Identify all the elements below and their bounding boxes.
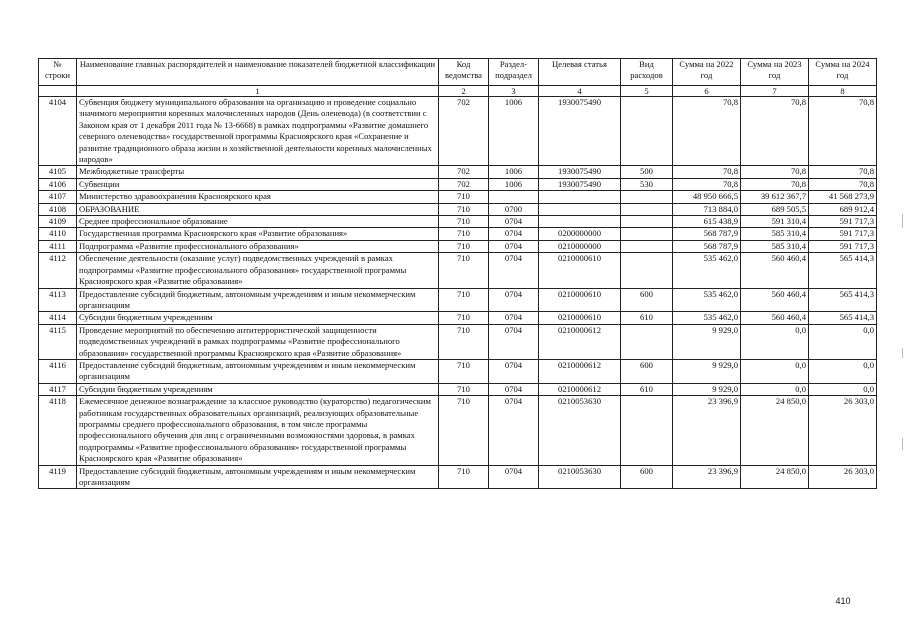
col-number: 5 <box>621 86 673 97</box>
table-row <box>39 97 877 166</box>
dept-code: 710 <box>439 216 489 228</box>
sum-2023: 70,8 <box>741 178 809 190</box>
col-number: 2 <box>439 86 489 97</box>
sum-2024: 689 912,4 <box>809 203 877 215</box>
table-row <box>39 383 877 395</box>
row-name: Государственная программа Красноярского края «Развитие образования» <box>77 228 439 240</box>
sum-2024: 591 717,3 <box>809 216 877 228</box>
sum-2023: 0,0 <box>741 383 809 395</box>
target-article: 0210000610 <box>539 312 621 324</box>
sum-2024: 565 414,3 <box>809 253 877 288</box>
target-article <box>539 216 621 228</box>
dept-code: 710 <box>439 359 489 383</box>
row-number: 4105 <box>39 166 77 178</box>
sum-2024: 26 303,0 <box>809 396 877 465</box>
header-sum-2022: Сумма на 2022 год <box>673 59 741 86</box>
header-sum-2023: Сумма на 2023 год <box>741 59 809 86</box>
dept-code: 702 <box>439 166 489 178</box>
sum-2023: 591 310,4 <box>741 216 809 228</box>
sum-2022: 23 396,9 <box>673 396 741 465</box>
budget-table <box>38 58 877 489</box>
header-section: Раздел-подраздел <box>489 59 539 86</box>
row-name: Субсидии бюджетным учреждениям <box>77 383 439 395</box>
row-number: 4115 <box>39 324 77 359</box>
table-row <box>39 216 877 228</box>
row-name: ОБРАЗОВАНИЕ <box>77 203 439 215</box>
sum-2024: 591 717,3 <box>809 228 877 240</box>
row-number: 4104 <box>39 97 77 166</box>
sum-2024: 70,8 <box>809 97 877 166</box>
sum-2022: 9 929,0 <box>673 324 741 359</box>
table-row <box>39 359 877 383</box>
section-code: 0704 <box>489 253 539 288</box>
expense-type <box>621 324 673 359</box>
sum-2022: 23 396,9 <box>673 465 741 489</box>
sum-2024: 0,0 <box>809 324 877 359</box>
table-row <box>39 288 877 312</box>
table-row <box>39 396 877 465</box>
row-number: 4114 <box>39 312 77 324</box>
sum-2022: 70,8 <box>673 178 741 190</box>
sum-2022: 535 462,0 <box>673 288 741 312</box>
scan-edge-mark <box>902 348 903 358</box>
target-article: 0200000000 <box>539 228 621 240</box>
row-name: Предоставление субсидий бюджетным, автономным учреждениям и иным некоммерческим организациям <box>77 465 439 489</box>
expense-type <box>621 216 673 228</box>
col-number: 1 <box>77 86 439 97</box>
expense-type <box>621 191 673 203</box>
column-number-row <box>39 86 877 97</box>
header-sum-2024: Сумма на 2024 год <box>809 59 877 86</box>
page-number: 410 <box>835 596 851 606</box>
dept-code: 710 <box>439 465 489 489</box>
row-name: Предоставление субсидий бюджетным, автономным учреждениям и иным некоммерческим организациям <box>77 288 439 312</box>
row-name: Предоставление субсидий бюджетным, автономным учреждениям и иным некоммерческим организациям <box>77 359 439 383</box>
expense-type: 610 <box>621 383 673 395</box>
row-number: 4108 <box>39 203 77 215</box>
sum-2023: 0,0 <box>741 324 809 359</box>
col-number: 6 <box>673 86 741 97</box>
section-code: 0704 <box>489 396 539 465</box>
row-number: 4110 <box>39 228 77 240</box>
sum-2022: 535 462,0 <box>673 312 741 324</box>
dept-code: 710 <box>439 228 489 240</box>
dept-code: 710 <box>439 312 489 324</box>
row-number: 4109 <box>39 216 77 228</box>
table-row <box>39 203 877 215</box>
table-row <box>39 178 877 190</box>
section-code: 0704 <box>489 240 539 252</box>
dept-code: 710 <box>439 253 489 288</box>
sum-2023: 70,8 <box>741 166 809 178</box>
header-row-no: № строки <box>39 59 77 86</box>
table-body <box>39 97 877 489</box>
section-code: 0704 <box>489 465 539 489</box>
dept-code: 710 <box>439 324 489 359</box>
target-article <box>539 191 621 203</box>
header-dept: Код ведомства <box>439 59 489 86</box>
target-article <box>539 203 621 215</box>
sum-2022: 9 929,0 <box>673 383 741 395</box>
col-number: 7 <box>741 86 809 97</box>
header-name: Наименование главных распорядителей и наименование показателей бюджетной классификации <box>77 59 439 86</box>
section-code: 0704 <box>489 288 539 312</box>
row-number: 4106 <box>39 178 77 190</box>
section-code: 1006 <box>489 166 539 178</box>
target-article: 0210000612 <box>539 383 621 395</box>
table-row <box>39 324 877 359</box>
row-name: Подпрограмма «Развитие профессионального образования» <box>77 240 439 252</box>
table-row <box>39 228 877 240</box>
table-row <box>39 465 877 489</box>
sum-2024: 0,0 <box>809 359 877 383</box>
section-code <box>489 191 539 203</box>
target-article: 0210053630 <box>539 465 621 489</box>
scan-edge-mark <box>902 214 903 228</box>
header-row <box>39 59 877 86</box>
row-name: Министерство здравоохранения Красноярского края <box>77 191 439 203</box>
row-number: 4119 <box>39 465 77 489</box>
dept-code: 710 <box>439 288 489 312</box>
sum-2022: 48 950 666,5 <box>673 191 741 203</box>
dept-code: 702 <box>439 97 489 166</box>
section-code: 0704 <box>489 359 539 383</box>
target-article: 1930075490 <box>539 97 621 166</box>
sum-2022: 615 438,9 <box>673 216 741 228</box>
sum-2022: 568 787,9 <box>673 240 741 252</box>
row-number: 4111 <box>39 240 77 252</box>
sum-2023: 560 460,4 <box>741 312 809 324</box>
dept-code: 702 <box>439 178 489 190</box>
target-article: 0210000610 <box>539 288 621 312</box>
target-article: 0210053630 <box>539 396 621 465</box>
expense-type: 500 <box>621 166 673 178</box>
col-number: 3 <box>489 86 539 97</box>
row-name: Среднее профессиональное образование <box>77 216 439 228</box>
expense-type: 610 <box>621 312 673 324</box>
target-article: 0210000612 <box>539 324 621 359</box>
row-number: 4116 <box>39 359 77 383</box>
row-number: 4107 <box>39 191 77 203</box>
sum-2022: 70,8 <box>673 97 741 166</box>
section-code: 0704 <box>489 324 539 359</box>
sum-2024: 26 303,0 <box>809 465 877 489</box>
sum-2022: 713 884,0 <box>673 203 741 215</box>
sum-2024: 565 414,3 <box>809 288 877 312</box>
sum-2024: 70,8 <box>809 166 877 178</box>
target-article: 0210000000 <box>539 240 621 252</box>
sum-2024: 591 717,3 <box>809 240 877 252</box>
scan-edge-mark <box>902 438 903 450</box>
sum-2023: 70,8 <box>741 97 809 166</box>
header-target: Целевая статья <box>539 59 621 86</box>
sum-2024: 565 414,3 <box>809 312 877 324</box>
sum-2023: 0,0 <box>741 359 809 383</box>
sum-2024: 41 568 273,9 <box>809 191 877 203</box>
target-article: 0210000612 <box>539 359 621 383</box>
target-article: 1930075490 <box>539 166 621 178</box>
row-number: 4117 <box>39 383 77 395</box>
section-code: 1006 <box>489 97 539 166</box>
target-article: 0210000610 <box>539 253 621 288</box>
expense-type: 530 <box>621 178 673 190</box>
expense-type: 600 <box>621 359 673 383</box>
sum-2022: 535 462,0 <box>673 253 741 288</box>
sum-2023: 560 460,4 <box>741 253 809 288</box>
sum-2022: 70,8 <box>673 166 741 178</box>
sum-2024: 0,0 <box>809 383 877 395</box>
row-name: Межбюджетные трансферты <box>77 166 439 178</box>
expense-type <box>621 228 673 240</box>
table-row <box>39 191 877 203</box>
expense-type <box>621 253 673 288</box>
expense-type: 600 <box>621 465 673 489</box>
sum-2022: 568 787,9 <box>673 228 741 240</box>
sum-2023: 689 505,5 <box>741 203 809 215</box>
row-name: Субвенция бюджету муниципального образования на организацию и проведение социально значимого мероприятия коренных малочисленных народов (День оленевода) (в соответствии с Законом края от 1 декабря 2011 года № 13-6668) в рамках подпрограммы «Развитие домашнего северного оленеводства» государственной программы Красноярского края «Сохранение и развитие традиционного образа жизни и хозяйственной деятельности коренных малочисленных народов» <box>77 97 439 166</box>
expense-type <box>621 240 673 252</box>
sum-2022: 9 929,0 <box>673 359 741 383</box>
row-name: Субсидии бюджетным учреждениям <box>77 312 439 324</box>
table-row <box>39 166 877 178</box>
table-row <box>39 312 877 324</box>
expense-type: 600 <box>621 288 673 312</box>
row-name: Субвенции <box>77 178 439 190</box>
section-code: 1006 <box>489 178 539 190</box>
table-row <box>39 240 877 252</box>
expense-type <box>621 97 673 166</box>
row-name: Ежемесячное денежное вознаграждение за классное руководство (кураторство) педагогическим работникам государственных образовательных организаций, реализующих образовательные программы среднего профессионального образования, в том числе программы профессионального обучения для лиц с ограниченными возможностями здоровья, в рамках подпрограммы «Развитие профессионального образования» государственной программы Красноярского края «Развитие образования» <box>77 396 439 465</box>
expense-type <box>621 203 673 215</box>
row-name: Проведение мероприятий по обеспечению антитеррористической защищенности подведомственных учреждений в рамках подпрограммы «Развитие профессионального образования» государственной программы Красноярского края «Развитие образования» <box>77 324 439 359</box>
section-code: 0704 <box>489 312 539 324</box>
sum-2023: 39 612 367,7 <box>741 191 809 203</box>
sum-2023: 560 460,4 <box>741 288 809 312</box>
col-number: 8 <box>809 86 877 97</box>
dept-code: 710 <box>439 203 489 215</box>
header-expense: Вид расходов <box>621 59 673 86</box>
dept-code: 710 <box>439 396 489 465</box>
dept-code: 710 <box>439 383 489 395</box>
expense-type <box>621 396 673 465</box>
row-number: 4112 <box>39 253 77 288</box>
sum-2023: 585 310,4 <box>741 240 809 252</box>
dept-code: 710 <box>439 240 489 252</box>
row-number: 4118 <box>39 396 77 465</box>
sum-2023: 585 310,4 <box>741 228 809 240</box>
section-code: 0704 <box>489 216 539 228</box>
section-code: 0704 <box>489 228 539 240</box>
sum-2023: 24 850,0 <box>741 465 809 489</box>
col-number <box>39 86 77 97</box>
table-row <box>39 253 877 288</box>
sum-2023: 24 850,0 <box>741 396 809 465</box>
section-code: 0704 <box>489 383 539 395</box>
target-article: 1930075490 <box>539 178 621 190</box>
row-number: 4113 <box>39 288 77 312</box>
section-code: 0700 <box>489 203 539 215</box>
sum-2024: 70,8 <box>809 178 877 190</box>
dept-code: 710 <box>439 191 489 203</box>
row-name: Обеспечение деятельности (оказание услуг) подведомственных учреждений в рамках подпрограммы «Развитие профессионального образования» государственной программы Красноярского края «Развитие образования» <box>77 253 439 288</box>
col-number: 4 <box>539 86 621 97</box>
